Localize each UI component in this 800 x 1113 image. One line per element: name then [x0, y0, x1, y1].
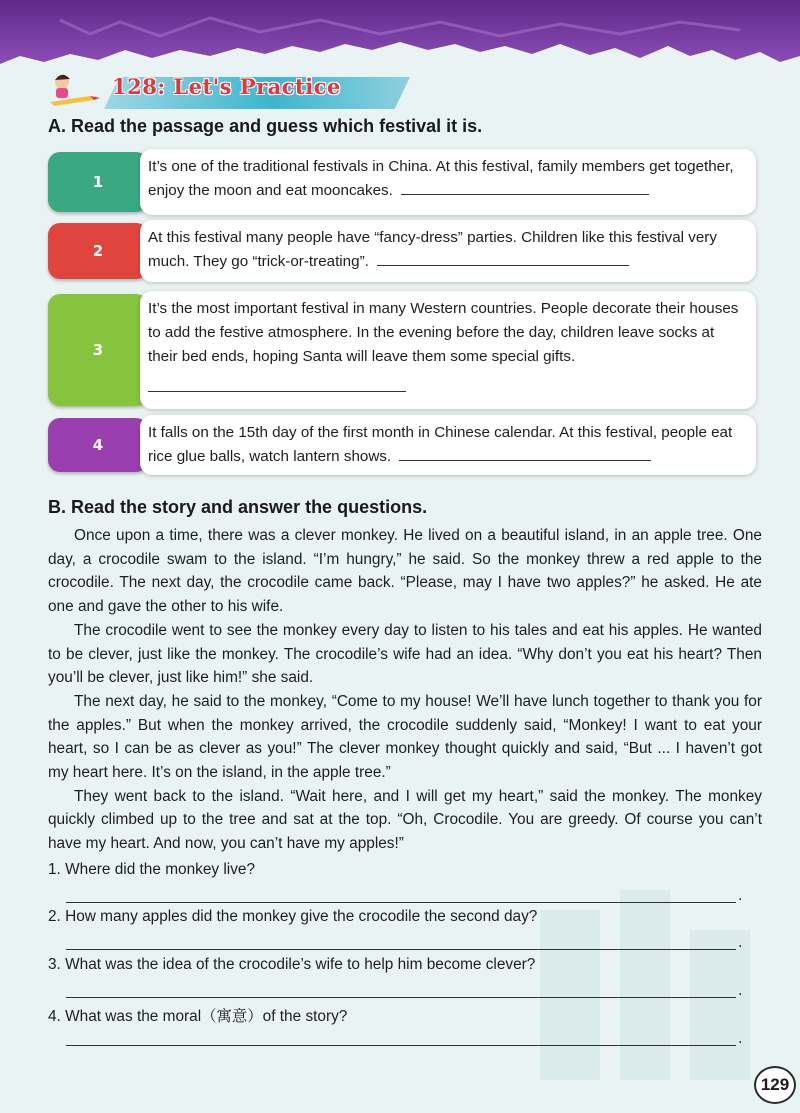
festival-card-3 — [48, 294, 756, 406]
question-4: 4. What was the moral（寓意）of the story? — [48, 1008, 348, 1025]
page-title: 128: Let's Practice — [112, 74, 341, 99]
story-paragraph: The next day, he said to the monkey, “Come to my house! We’ll have lunch together to thank you for the apples.” But when the monkey arrived, the crocodile suddenly said, “Monkey! I want to eat your heart, so I can be as clever as you!” The clever monkey thought quickly and said, “But ... I haven’t got my heart here. It’s on the island, in the apple tree.” — [48, 692, 762, 782]
card-number-tab: 4 — [48, 418, 148, 472]
story-passage — [48, 524, 762, 856]
card-text: It’s the most important festival in many Western countries. People decorate their houses to add the festive atmosphere. In the evening before the day, children leave socks at their bed ends, hoping Santa will leave them some special gifts. — [148, 300, 739, 365]
card-number-tab: 3 — [48, 294, 148, 406]
answer-period: . — [738, 888, 743, 904]
answer-line-3[interactable] — [66, 997, 736, 998]
section-b-heading: B. Read the story and answer the questions. — [48, 497, 428, 517]
card-text: At this festival many people have “fancy-dress” parties. Children like this festival very much. They go “trick-or-treating”. — [148, 229, 717, 270]
story-paragraph: The crocodile went to see the monkey every day to listen to his tales and eat his apples. He wanted to be clever, just like the monkey. The crocodile’s wife had an idea. “Why don’t you eat his heart? Then you’ll be clever, just like him!” she said. — [48, 621, 762, 687]
festival-card-1 — [48, 152, 756, 212]
mascot-pencil-icon — [46, 70, 102, 110]
card-text-box — [140, 149, 756, 215]
festival-card-4 — [48, 418, 756, 472]
header-mountain-band — [0, 0, 800, 80]
background-decoration — [520, 880, 760, 1080]
answer-line-2[interactable] — [66, 949, 736, 950]
answer-blank[interactable] — [401, 182, 649, 195]
section-a-heading: A. Read the passage and guess which festival it is. — [48, 116, 483, 136]
question-3: 3. What was the idea of the crocodile’s wife to help him become clever? — [48, 956, 536, 973]
card-text: It’s one of the traditional festivals in China. At this festival, family members get together, enjoy the moon and eat mooncakes. — [148, 158, 734, 199]
card-number-tab: 1 — [48, 152, 148, 212]
card-text: It falls on the 15th day of the first month in Chinese calendar. At this festival, people eat rice glue balls, watch lantern shows. — [148, 424, 733, 465]
card-text-box — [140, 291, 756, 409]
answer-line-4[interactable] — [66, 1045, 736, 1046]
card-number-tab: 2 — [48, 223, 148, 279]
answer-blank[interactable] — [377, 253, 629, 266]
answer-blank[interactable] — [399, 448, 651, 461]
story-paragraph: Once upon a time, there was a clever monkey. He lived on a beautiful island, in an apple tree. One day, a crocodile swam to the island. “I’m hungry,” he said. So the monkey threw a red apple to the crocodile. The next day, the crocodile came back. “Please, may I have two apples?” he asked. He ate one and gave the other to his wife. — [48, 527, 762, 616]
answer-line-1[interactable] — [66, 902, 736, 903]
story-paragraph: They went back to the island. “Wait here, and I will get my heart,” said the monkey. The monkey quickly climbed up to the tree and sat at the top. “Oh, Crocodile. You are greedy. Of course you can’t have my heart. And now, you can’t have my apples!” — [48, 787, 762, 853]
card-text-box — [140, 220, 756, 282]
card-text-box — [140, 415, 756, 475]
question-1: 1. Where did the monkey live? — [48, 861, 256, 878]
answer-blank[interactable] — [148, 379, 406, 392]
answer-period: . — [738, 935, 743, 951]
festival-card-2 — [48, 223, 756, 279]
page-number: 129 — [754, 1066, 796, 1104]
question-2: 2. How many apples did the monkey give the crocodile the second day? — [48, 908, 538, 925]
answer-period: . — [738, 983, 743, 999]
answer-period: . — [738, 1031, 743, 1047]
